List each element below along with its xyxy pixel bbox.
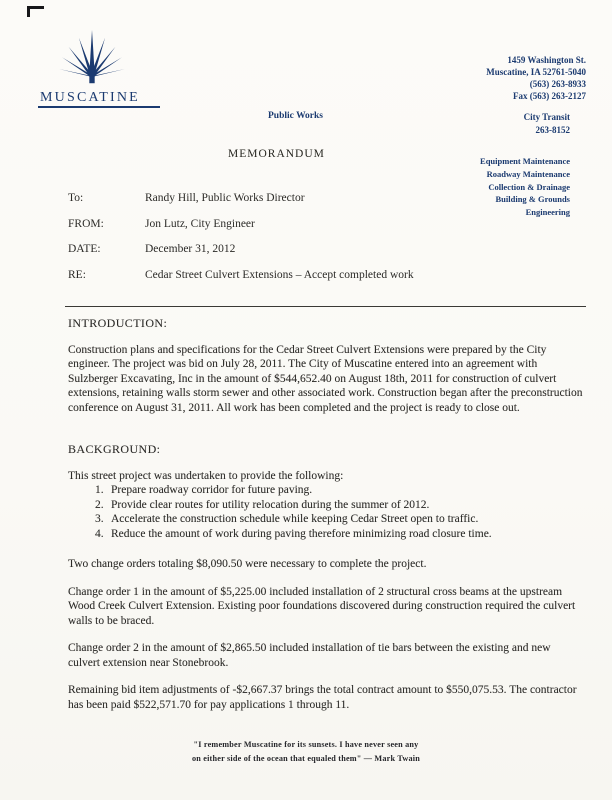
quote-line: "I remember Muscatine for its sunsets. I have never seen any: [193, 740, 419, 749]
list-item-number: 3.: [95, 513, 104, 525]
field-row-from: [68, 218, 568, 230]
city-transit-block: [524, 111, 570, 137]
list-item-number: 4.: [95, 527, 104, 540]
divider-rule: [65, 306, 586, 307]
background-heading: BACKGROUND:: [68, 442, 161, 456]
introduction-heading: INTRODUCTION:: [68, 316, 168, 330]
field-value: December 31, 2012: [145, 243, 236, 255]
list-item-text: Prepare roadway corridor for future paving.: [111, 484, 313, 496]
memo-fields: [68, 192, 568, 294]
field-label: DATE:: [68, 243, 101, 255]
sunburst-icon: [44, 24, 140, 88]
memo-title: MEMORANDUM: [228, 148, 325, 160]
muscatine-logo: [40, 24, 165, 106]
field-value: Randy Hill, Public Works Director: [145, 192, 305, 204]
service-item: Collection & Drainage: [488, 181, 570, 192]
field-row-to: [68, 192, 568, 204]
service-item: Building & Grounds: [495, 194, 570, 205]
city-transit-phone: 263-8152: [535, 125, 570, 135]
service-item: Roadway Maintenance: [486, 168, 570, 179]
address-block: [486, 54, 586, 102]
address-line: Muscatine, IA 52761-5040: [486, 67, 586, 77]
field-label: FROM:: [68, 217, 104, 230]
introduction-paragraph: Construction plans and specifications for the Cedar Street Culvert Extensions were prepared by the City engineer. The project was bid on July 28, 2011. The City of Muscatine entered into an agreement with Sulzberger Excavating, Inc in the amount of $544,652.40 on August 18th, 2011 for construction of culvert extensions, retaining walls storm sewer and other associated work. Construction began after the preconstruction conference on August 31, 2011. All work has been completed and the project is ready to close out.: [68, 343, 583, 414]
list-item: [95, 483, 585, 498]
field-label: RE:: [68, 268, 86, 281]
change-order-2-paragraph: Change order 2 in the amount of $2,865.50 included installation of tie bars between the existing and new culvert extension near Stonebrook.: [68, 642, 551, 669]
list-item: [95, 498, 585, 513]
contract-amount-paragraph: Remaining bid item adjustments of -$2,667.37 brings the total contract amount to $550,075.53. The contractor has been paid $522,571.70 for pay applications 1 through 11.: [68, 684, 577, 711]
change-orders-summary: Two change orders totaling $8,090.50 were necessary to complete the project.: [68, 558, 427, 570]
list-item-text: Accelerate the construction schedule while keeping Cedar Street open to traffic.: [111, 513, 479, 525]
logo-underline: [38, 106, 160, 108]
list-item-text: Reduce the amount of work during paving therefore minimizing road closure time.: [111, 527, 492, 540]
field-row-date: [68, 243, 568, 255]
field-value: Jon Lutz, City Engineer: [145, 217, 255, 230]
service-item: Engineering: [525, 207, 570, 218]
list-item-text: Provide clear routes for utility relocation during the summer of 2012.: [111, 498, 430, 511]
list-item: [95, 512, 585, 527]
quote-line: on either side of the ocean that equaled them" — Mark Twain: [191, 754, 421, 763]
memo-body: [68, 316, 585, 712]
scan-artifact: [27, 6, 30, 17]
logo-wordmark: MUSCATINE: [40, 90, 140, 105]
list-item: [95, 527, 585, 542]
list-item-number: 2.: [95, 498, 104, 511]
project-goals-list: [68, 483, 585, 541]
city-transit-label: City Transit: [523, 112, 570, 122]
service-item: Equipment Maintenance: [480, 156, 570, 166]
address-line: 1459 Washington St.: [507, 55, 586, 65]
department-label: Public Works: [268, 111, 323, 121]
field-value: Cedar Street Culvert Extensions – Accept completed work: [145, 268, 414, 281]
list-item-number: 1.: [95, 484, 104, 496]
address-line: (563) 263-8933: [529, 79, 586, 89]
change-order-1-paragraph: Change order 1 in the amount of $5,225.00 included installation of 2 structural cross beams at the upstream Wood Creek Culvert Extension. Existing poor foundations discovered during construction required the culvert walls to be braced.: [68, 585, 576, 627]
field-row-re: [68, 269, 568, 281]
address-line: Fax (563) 263-2127: [513, 91, 586, 101]
field-label: To:: [68, 192, 84, 204]
goals-intro: This street project was undertaken to provide the following:: [68, 469, 344, 482]
footer-quote: [0, 738, 612, 766]
